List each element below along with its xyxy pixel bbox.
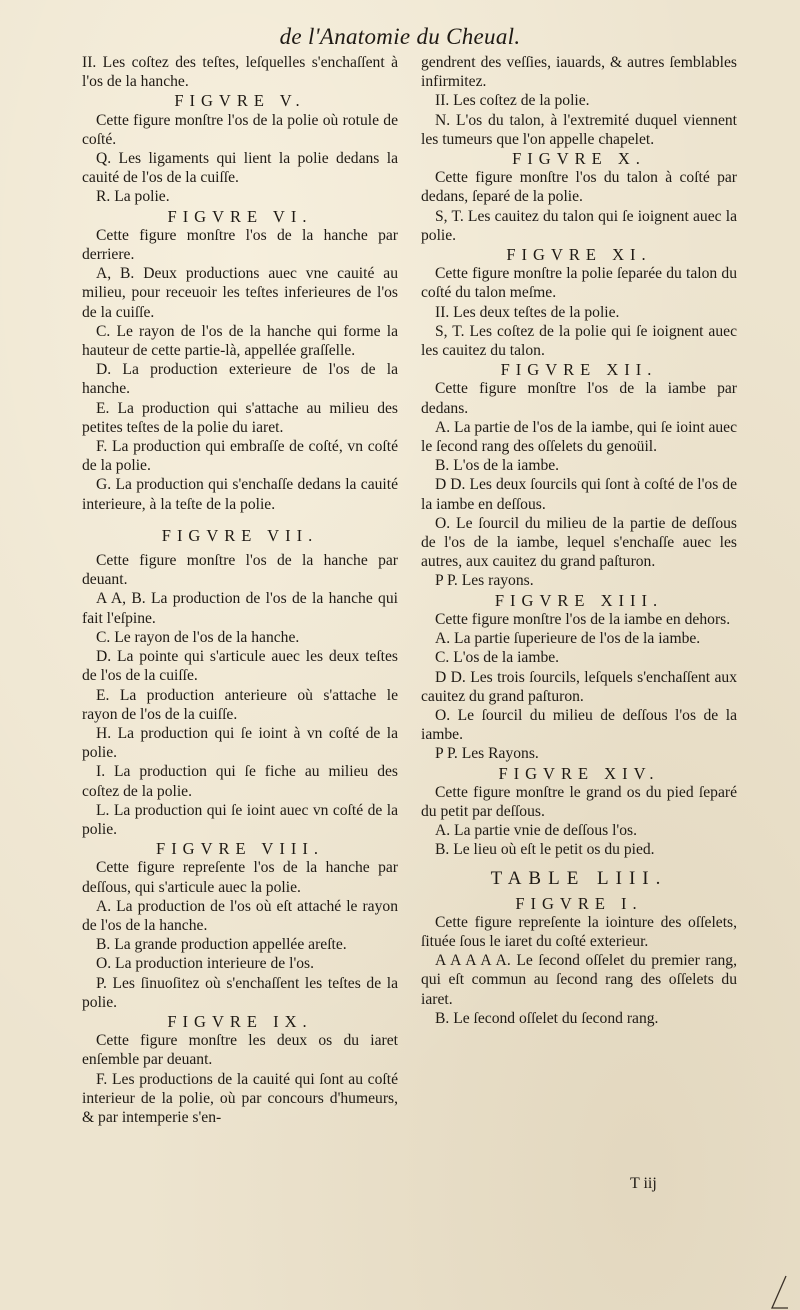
paragraph: D D. Les deux ſourcils qui ſont à coſté de l'os de la iambe en deſſous. bbox=[421, 476, 737, 513]
paragraph: Cette figure repreſente la iointure des oſſelets, ſituée ſous le iaret du coſté exterieur. bbox=[421, 913, 737, 950]
paragraph: S, T. Les cauitez du talon qui ſe ioignent auec la polie. bbox=[421, 207, 737, 244]
figure-heading: FIGVRE VIII. bbox=[156, 839, 324, 859]
paragraph: D. La pointe qui s'articule auec les deux teſtes de l'os de la cuiſſe. bbox=[82, 648, 398, 685]
running-header: de l'Anatomie du Cheual. bbox=[279, 24, 521, 49]
figure-heading: FIGVRE I. bbox=[515, 893, 643, 913]
paragraph: S, T. Les coſtez de la polie qui ſe ioignent auec les cauitez du talon. bbox=[421, 322, 737, 360]
paragraph: Cette figure monſtre l'os de la hanche par deuant. bbox=[82, 552, 398, 589]
paragraph: B. Le ſecond oſſelet du ſecond rang. bbox=[435, 1009, 659, 1027]
paragraph: II. Les deux teſtes de la polie. bbox=[435, 303, 620, 321]
paragraph: A A, B. La production de l'os de la hanche qui fait l'eſpine. bbox=[82, 590, 398, 627]
page-corner-stroke bbox=[766, 1274, 790, 1310]
paragraph: B. L'os de la iambe. bbox=[435, 457, 560, 475]
paragraph: E. La production anterieure où s'attache le rayon de l'os de la cuiſſe. bbox=[82, 686, 398, 723]
paragraph: Cette figure monſtre les deux os du iaret enſemble par deuant. bbox=[82, 1032, 398, 1069]
paragraph: C. Le rayon de l'os de la hanche qui forme la hauteur de cette partie-là, appellée graſſelle. bbox=[82, 322, 398, 360]
paragraph: Cette figure monſtre l'os de la iambe par dedans. bbox=[421, 380, 737, 417]
paragraph: Cette figure monſtre la polie ſeparée du talon du coſté du talon meſme. bbox=[421, 265, 737, 302]
figure-heading: FIGVRE IX. bbox=[167, 1011, 313, 1031]
paragraph: gendrent des veſſies, iauards, & autres ſemblables infirmitez. bbox=[421, 54, 737, 91]
paragraph: A. La production de l'os où eſt attaché le rayon de l'os de la hanche. bbox=[82, 897, 398, 934]
figure-heading: FIGVRE X. bbox=[512, 149, 646, 169]
paragraph: C. L'os de la iambe. bbox=[435, 649, 560, 667]
right-column bbox=[421, 53, 737, 1028]
paragraph: D D. Les trois ſourcils, leſquels s'enchaſſent aux cauitez du grand paſturon. bbox=[421, 668, 737, 705]
figure-heading: FIGVRE VII. bbox=[161, 525, 319, 545]
figure-heading: TABLE LIII. bbox=[490, 867, 668, 889]
figure-heading: FIGVRE VI. bbox=[167, 206, 313, 226]
paragraph: Cette figure monſtre l'os de la hanche par derriere. bbox=[82, 226, 398, 264]
paragraph: D. La production exterieure de l'os de la hanche. bbox=[82, 361, 398, 398]
paragraph: Cette figure monſtre le grand os du pied ſeparé du petit par deſſous. bbox=[421, 783, 737, 820]
paragraph: P P. Les Rayons. bbox=[435, 745, 539, 763]
paragraph: A, B. Deux productions auec vne cauité au milieu, pour receuoir les teſtes inferieures de l'os de la cuiſſe. bbox=[82, 265, 398, 321]
left-column bbox=[82, 53, 398, 1127]
paragraph: Cette figure monſtre l'os du talon à coſté par dedans, ſeparé de la polie. bbox=[421, 169, 737, 206]
paragraph: Cette figure monſtre l'os de la iambe en dehors. bbox=[435, 610, 731, 628]
paragraph: N. L'os du talon, à l'extremité duquel viennent les tumeurs que l'on appelle chapelet. bbox=[421, 111, 737, 148]
paragraph: O. Le ſourcil du milieu de deſſous l'os de la iambe. bbox=[421, 706, 737, 744]
paragraph: F. La production qui embraſſe de coſté, vn coſté de la polie. bbox=[82, 438, 398, 475]
paragraph: C. Le rayon de l'os de la hanche. bbox=[96, 628, 300, 646]
paragraph: E. La production qui s'attache au milieu des petites teſtes de la polie du iaret. bbox=[82, 399, 398, 436]
paragraph: Cette figure monſtre l'os de la polie où rotule de coſté. bbox=[82, 111, 398, 148]
figure-heading: FIGVRE XI. bbox=[506, 245, 652, 265]
paragraph: R. La polie. bbox=[96, 188, 170, 206]
paragraph: O. Le ſourcil du milieu de la partie de deſſous de l'os de la iambe, lequel s'enchaſſe auec les autres, aux cauitez du grand paſturon. bbox=[421, 514, 737, 571]
paragraph: A. La partie vnie de deſſous l'os. bbox=[435, 822, 638, 840]
paragraph: I. La production qui ſe fiche au milieu des coſtez de la polie. bbox=[82, 763, 398, 800]
figure-heading: FIGVRE XII. bbox=[500, 360, 658, 380]
paragraph: Cette figure repreſente l'os de la hanche par deſſous, qui s'articule auec la polie. bbox=[82, 859, 398, 896]
figure-heading: FIGVRE V. bbox=[174, 91, 306, 111]
paragraph: G. La production qui s'enchaſſe dedans la cauité interieure, à la teſte de la polie. bbox=[82, 476, 398, 513]
signature-mark: T iij bbox=[630, 1175, 657, 1192]
paragraph: Q. Les ligaments qui lient la polie dedans la cauité de l'os de la cuiſſe. bbox=[82, 150, 398, 187]
paragraph: L. La production qui ſe ioint auec vn coſté de la polie. bbox=[82, 801, 398, 838]
paragraph: II. Les coſtez des teſtes, leſquelles s'enchaſſent à l'os de la hanche. bbox=[82, 54, 398, 91]
paragraph: A. La partie de l'os de la iambe, qui ſe ioint auec le ſecond rang des oſſelets du genoüil. bbox=[421, 418, 738, 456]
paragraph: F. Les productions de la cauité qui ſont au coſté interieur de la polie, où par concours d'humeurs, & par intemperie s'en- bbox=[82, 1070, 398, 1126]
paragraph: P. Les ſinuoſitez où s'enchaſſent les teſtes de la polie. bbox=[82, 974, 398, 1011]
paragraph: A. La partie ſuperieure de l'os de la iambe. bbox=[435, 630, 701, 648]
figure-heading: FIGVRE XIV. bbox=[498, 763, 660, 783]
paragraph: O. La production interieure de l'os. bbox=[96, 955, 315, 973]
figure-heading: FIGVRE XIII. bbox=[494, 590, 664, 610]
paragraph: H. La production qui ſe ioint à vn coſté de la polie. bbox=[82, 724, 398, 762]
paragraph: II. Les coſtez de la polie. bbox=[435, 92, 590, 110]
paragraph: B. La grande production appellée areſte. bbox=[96, 936, 347, 954]
paragraph: B. Le lieu où eſt le petit os du pied. bbox=[435, 841, 655, 859]
paragraph: A A A A A. Le ſecond oſſelet du premier rang, qui eſt commun au ſecond rang des oſſelets du iaret. bbox=[421, 952, 737, 1008]
paragraph: P P. Les rayons. bbox=[435, 572, 534, 590]
